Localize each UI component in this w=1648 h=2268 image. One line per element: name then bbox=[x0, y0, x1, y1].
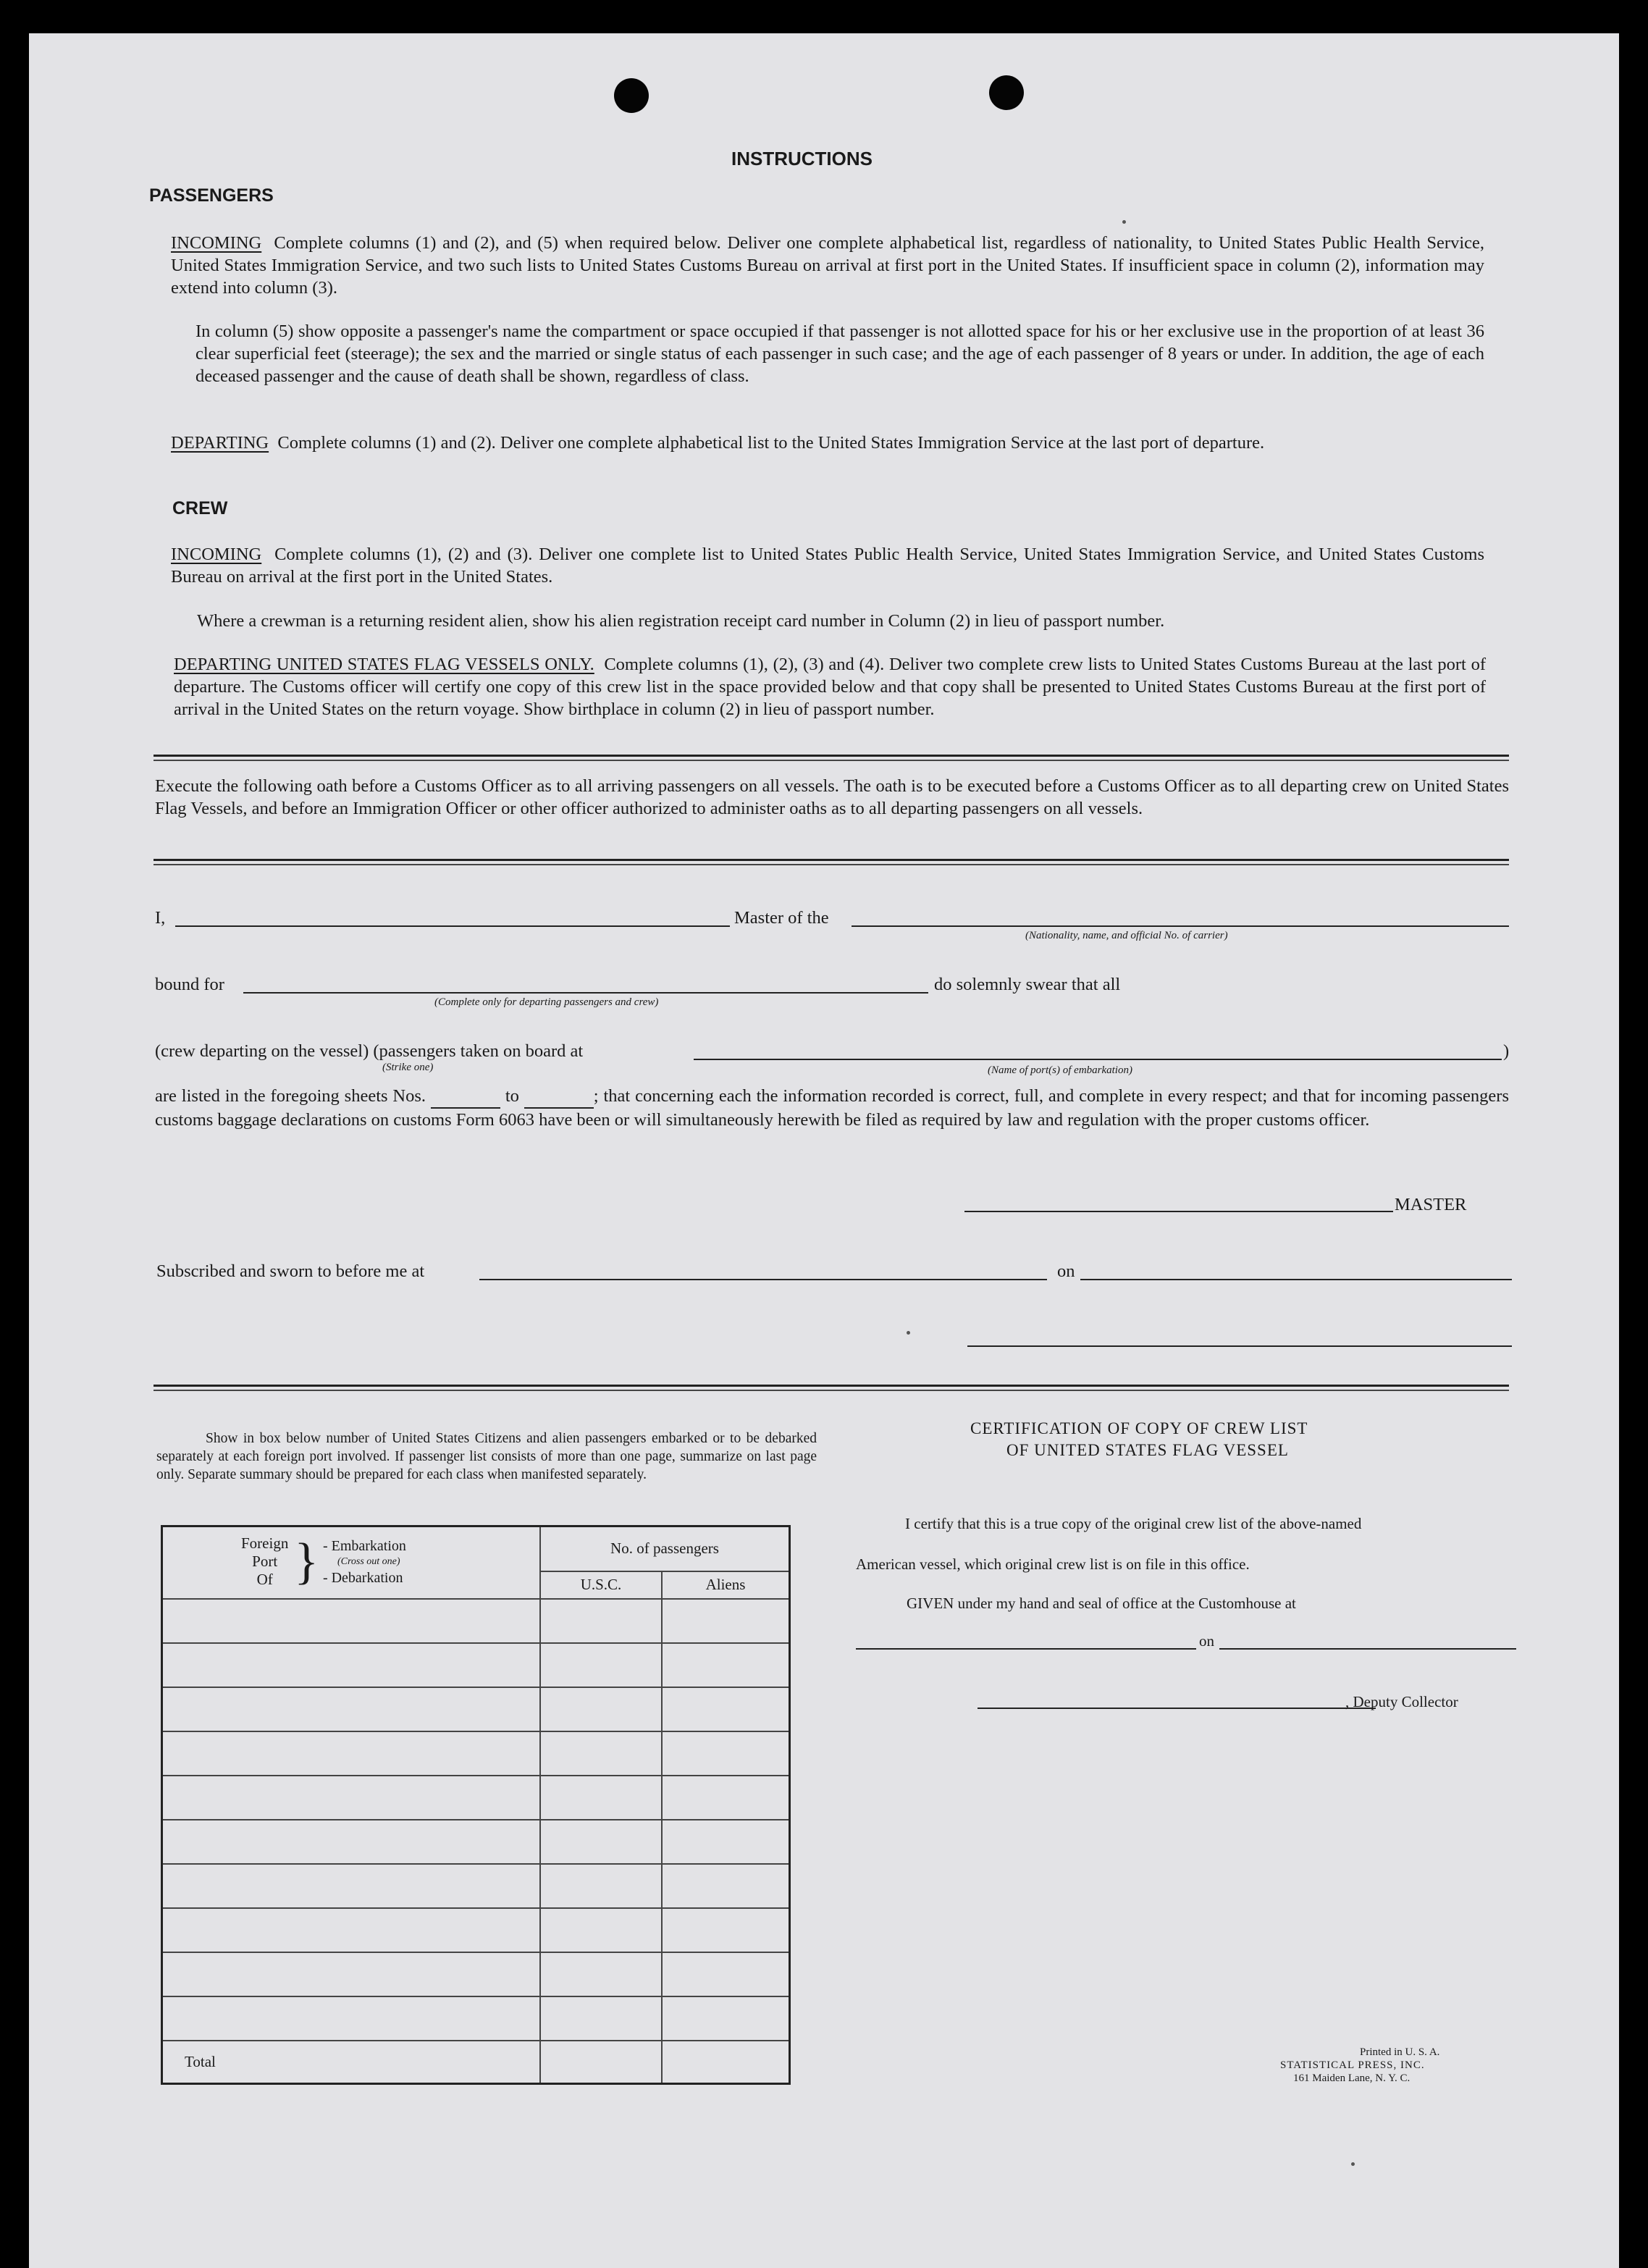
speck bbox=[1351, 2162, 1355, 2166]
total-row[interactable] bbox=[162, 2041, 790, 2084]
divider bbox=[154, 1385, 1509, 1391]
port-label: Port bbox=[252, 1553, 278, 1570]
passengers-departing-label: DEPARTING bbox=[171, 433, 269, 453]
carrier-field[interactable] bbox=[852, 925, 1509, 927]
table-row[interactable] bbox=[162, 1996, 790, 2041]
certification-title-2: OF UNITED STATES FLAG VESSEL bbox=[1006, 1441, 1289, 1459]
table-row[interactable] bbox=[162, 1776, 790, 1820]
subscribed-date-field[interactable] bbox=[1080, 1279, 1512, 1280]
oath-master-of-the: Master of the bbox=[734, 908, 829, 928]
swear-text: do solemnly swear that all bbox=[934, 975, 1121, 994]
table-row[interactable] bbox=[162, 1687, 790, 1731]
master-name-field[interactable] bbox=[175, 925, 730, 927]
passengers-departing-text: Complete columns (1) and (2). Deliver one complete alphabetical list to the United States Immigration Service at the last port of departure. bbox=[277, 433, 1265, 453]
passengers-departing-paragraph bbox=[171, 432, 1484, 454]
crew-resident-paragraph: Where a crewman is a returning resident alien, show his alien registration receipt card number in Column (2) in lieu of passport number. bbox=[197, 611, 1165, 631]
subscribed-at-field[interactable] bbox=[479, 1279, 1047, 1280]
table-row[interactable] bbox=[162, 1599, 790, 1643]
table-row[interactable] bbox=[162, 1820, 790, 1864]
certify-line-2: American vessel, which original crew list is on file in this office. bbox=[856, 1555, 1250, 1573]
customhouse-field[interactable] bbox=[856, 1648, 1196, 1650]
deputy-signature-field[interactable] bbox=[978, 1708, 1376, 1709]
brace: } bbox=[294, 1533, 319, 1589]
punch-hole bbox=[614, 78, 649, 113]
punch-hole bbox=[989, 75, 1024, 110]
given-line: GIVEN under my hand and seal of office at the Customhouse at bbox=[907, 1595, 1296, 1612]
crew-incoming-label: INCOMING bbox=[171, 545, 262, 564]
port-caption: (Name of port(s) of embarkation) bbox=[988, 1064, 1132, 1076]
oath-instruction: Execute the following oath before a Customs Officer as to all arriving passengers on all vessels. The oath is to be executed before a Customs Officer as to all departing crew on United States Flag Vessels, and before an Immigration Officer or other officer authorized to administer oaths as to all departing passengers on all vessels. bbox=[155, 776, 1509, 818]
printer-line-3: 161 Maiden Lane, N. Y. C. bbox=[1293, 2072, 1411, 2084]
embarkation-option[interactable]: - Embarkation bbox=[322, 1537, 406, 1554]
crew-heading: CREW bbox=[172, 498, 228, 518]
certify-line-1: I certify that this is a true copy of the original crew list of the above-named bbox=[905, 1515, 1362, 1532]
printer-line-2: STATISTICAL PRESS, INC. bbox=[1280, 2059, 1425, 2071]
carrier-caption: (Nationality, name, and official No. of carrier) bbox=[1025, 930, 1228, 941]
master-signature-field[interactable] bbox=[964, 1211, 1393, 1212]
crew-incoming-text: Complete columns (1), (2) and (3). Deliver one complete list to United States Public Health Service, United States Immigration Service, and United States Customs Bureau on arrival at the first port in the United States. bbox=[171, 545, 1484, 587]
master-label: MASTER bbox=[1395, 1195, 1467, 1214]
foreign-label: Foreign bbox=[241, 1534, 289, 1552]
sheets-from-field[interactable] bbox=[431, 1085, 500, 1109]
certification-date-field[interactable] bbox=[1219, 1648, 1516, 1650]
table-row[interactable] bbox=[162, 1908, 790, 1952]
passengers-column5-paragraph: In column (5) show opposite a passenger's name the compartment or space occupied if that passenger is not allotted space for his or her exclusive use in the proportion of at least 36 clear superficial feet (steerage); the sex and the married or single status of each passenger in such case; and the age of each passenger of 8 years or under. In addition, the age of each deceased passenger and the cause of death shall be shown, regardless of class. bbox=[196, 322, 1484, 386]
debarkation-option[interactable]: - Debarkation bbox=[322, 1569, 403, 1586]
table-row[interactable] bbox=[162, 1731, 790, 1776]
no-of-passengers-header: No. of passengers bbox=[540, 1526, 790, 1571]
close-paren: ) bbox=[1503, 1041, 1510, 1061]
crew-departing-paragraph bbox=[174, 653, 1486, 721]
port-embarkation-field[interactable] bbox=[694, 1059, 1502, 1060]
printer-line-1: Printed in U. S. A. bbox=[1360, 2046, 1440, 2058]
embark-options bbox=[323, 1538, 406, 1586]
subscribed-label: Subscribed and sworn to before me at bbox=[156, 1261, 425, 1281]
table-row[interactable] bbox=[162, 1952, 790, 1996]
cross-out-note: (Cross out one) bbox=[337, 1555, 400, 1567]
port-header-cell bbox=[162, 1526, 541, 1599]
total-label: Total bbox=[162, 2041, 541, 2084]
instructions-title: INSTRUCTIONS bbox=[731, 148, 873, 169]
summary-instruction: Show in box below number of United States Citizens and alien passengers embarked or to be debarked separately at each foreign port involved. If passenger list consists of more than one page, summarize on last page only. Separate summary should be prepared for each class when manifested separately. bbox=[156, 1431, 817, 1482]
listed-paragraph bbox=[155, 1085, 1509, 1131]
deputy-collector-label: , Deputy Collector bbox=[1345, 1693, 1458, 1710]
divider bbox=[154, 755, 1509, 761]
certification-title-1: CERTIFICATION OF COPY OF CREW LIST bbox=[970, 1419, 1308, 1437]
subscribed-on-label: on bbox=[1057, 1261, 1075, 1281]
passengers-heading: PASSENGERS bbox=[149, 185, 274, 206]
listed-to: to bbox=[505, 1086, 519, 1106]
foreign-port-of-label bbox=[241, 1534, 288, 1589]
table-row[interactable] bbox=[162, 1864, 790, 1908]
crew-incoming-paragraph bbox=[171, 543, 1484, 588]
certification-on-label: on bbox=[1199, 1632, 1214, 1650]
bound-for-label: bound for bbox=[155, 975, 224, 994]
speck bbox=[907, 1331, 910, 1335]
passengers-incoming-paragraph bbox=[171, 232, 1484, 299]
passenger-summary-table bbox=[161, 1525, 791, 2085]
speck bbox=[1122, 220, 1126, 224]
bound-for-field[interactable] bbox=[243, 992, 928, 994]
divider bbox=[154, 859, 1509, 865]
aliens-header: Aliens bbox=[662, 1571, 790, 1599]
strike-caption: (Strike one) bbox=[382, 1062, 434, 1073]
of-label: Of bbox=[256, 1571, 273, 1588]
crew-departing-text: (crew departing on the vessel) (passengers taken on board at bbox=[155, 1041, 584, 1061]
crew-departing-text: Complete columns (1), (2), (3) and (4). Deliver two complete crew lists to United States Customs Bureau at the last port of departure. The Customs officer will certify one copy of this crew list in the space provided below and that copy shall be presented to United States Customs Bureau at the first port of arrival in the United States on the return voyage. Show birthplace in column (2) in lieu of passport number. bbox=[174, 655, 1486, 719]
listed-text-1: are listed in the foregoing sheets Nos. bbox=[155, 1086, 426, 1106]
sheets-to-field[interactable] bbox=[524, 1085, 594, 1109]
table-row[interactable] bbox=[162, 1643, 790, 1687]
bound-caption: (Complete only for departing passengers and crew) bbox=[434, 996, 659, 1008]
passengers-incoming-text: Complete columns (1) and (2), and (5) when required below. Deliver one complete alphabetical list, regardless of nationality, to United States Public Health Service, United States Immigration Service, and two such lists to United States Customs Bureau on arrival at first port in the United States. If insufficient space in column (2), information may extend into column (3). bbox=[171, 233, 1485, 298]
oath-i-label: I, bbox=[155, 908, 166, 928]
passengers-incoming-label: INCOMING bbox=[171, 233, 262, 253]
crew-departing-label: DEPARTING UNITED STATES FLAG VESSELS ONLY. bbox=[174, 655, 594, 674]
listed-text-2: ; that concerning each the information recorded is correct, full, and complete in every respect; and that for incoming passengers customs baggage declarations on customs Form 6063 have been or will simultaneously herewith be filed as required by law and regulation with the proper customs officer. bbox=[155, 1086, 1509, 1130]
officer-signature-field[interactable] bbox=[967, 1345, 1512, 1347]
usc-header: U.S.C. bbox=[540, 1571, 662, 1599]
